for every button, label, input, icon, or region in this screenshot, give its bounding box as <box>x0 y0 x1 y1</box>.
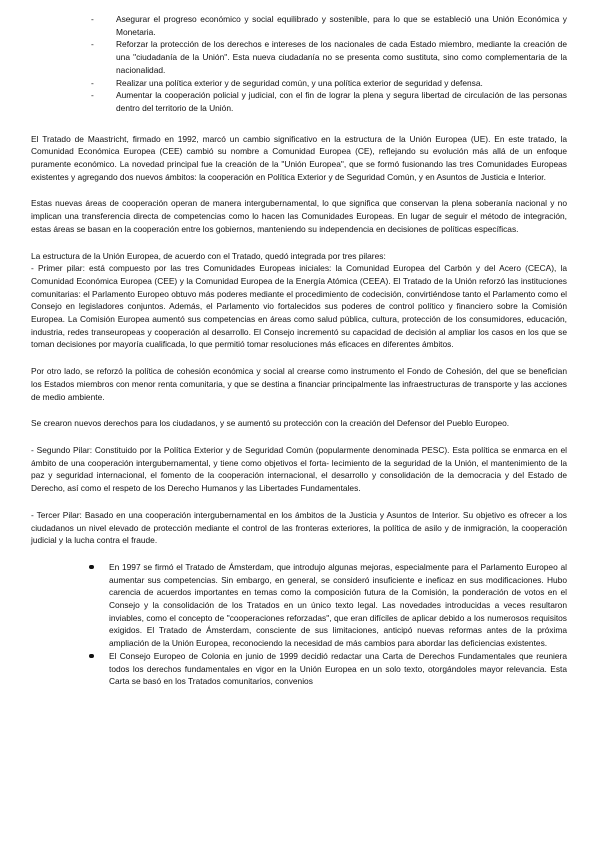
list-item: - Reforzar la protección de los derechos e intereses de los nacionales de cada Estado miembro, mediante la creación de una "ciudadanía de la Unión". Esta nueva ciudadanía no se presenta como sustituta, sino como complementaria de la nacionalidad. <box>116 38 567 76</box>
paragraph-structure-intro: La estructura de la Unión Europea, de acuerdo con el Tratado, quedó integrada por tres pilares: <box>31 250 386 261</box>
paragraph-cohesion: Por otro lado, se reforzó la política de cohesión económica y social al crearse como instrumento el Fondo de Cohesión, del que se benefician los Estados miembros con menor renta comunitaria, y que se destina a financiar principalmente las infraestructuras de transporte y las acciones de medio ambiente. <box>31 366 567 402</box>
paragraph-third-pillar: - Tercer Pilar: Basado en una cooperación intergubernamental en los ámbitos de la Justicia y Asuntos de Interior. Su objetivo es ofrecer a los ciudadanos un nivel elevado de protección mediante el control de las fronteras exteriores, la política de asilo y de inmigración, la cooperación judicial y la lucha contra el fraude. <box>31 509 567 546</box>
treaty-bullet-list <box>31 561 567 688</box>
objectives-list <box>31 13 567 115</box>
list-item: - Realizar una política exterior y de seguridad común, y una política exterior de seguridad y defensa. <box>116 77 567 90</box>
paragraph-intergovernmental: Estas nuevas áreas de cooperación operan de manera intergubernamental, lo que significa que conservan la plena soberanía nacional y no implican una transferencia directa de competencias como lo hacen las Comunidades Europeas. En lugar de seguir el método de integración, estas áreas se basan en la cooperación entre los gobiernos, manteniendo su independencia en decisiones de políticas específicas. <box>31 198 567 234</box>
paragraph-maastricht: El Tratado de Maastricht, firmado en 1992, marcó un cambio significativo en la estructura de la Unión Europea (UE). En este tratado, la Comunidad Económica Europea (CEE) cambió su nombre a Comunidad Europea (CE), reflejando su evolución más allá de un enfoque puramente económico. La novedad principal fue la creación de la "Unión Europea", que se formó fusionando las tres Comunidades Europeas existentes y agregando dos nuevos ámbitos: la cooperación en Política Exterior y de Seguridad Común, y en Asuntos de Justicia e Interior. <box>31 133 567 182</box>
list-item: El Consejo Europeo de Colonia en junio de 1999 decidió redactar una Carta de Derechos Fundamentales que reuniera todos los derechos fundamentales en vigor en la Unión Europea en un solo texto, otorgándoles mayor relevancia. Esta Carta se basó en los Tratados comunitarios, convenios <box>109 650 567 687</box>
paragraph-first-pillar: - Primer pilar: está compuesto por las tres Comunidades Europeas iniciales: la Comunidad Europea del Carbón y del Acero (CECA), la Comunidad Económica Europea (CEE) y la Comunidad Europea de la Energía Atómica (CEEA). El Tratado de la Unión reforzó las instituciones comunitarias: el Parlamento Europeo obtuvo más poderes mediante el procedimiento de codecisión, convirtiéndose tanto el Parlamento como el Consejo en legisladores conjuntos. Además, el Parlamento vio fortalecidos sus poderes de control político y financiero sobre la Comisión Europea. La Comisión Europea aumentó sus competencias en áreas como salud pública, cultura, protección de los consumidores, educación, industria, redes transeuropeas y cooperación al desarrollo. El Consejo incrementó su capacidad de decisión al ampliar los casos en los que se toman decisiones por mayoría cualificada, lo que permitió tomar resoluciones más eficaces en diferentes ámbitos. <box>31 263 567 350</box>
paragraph-second-pillar: - Segundo Pilar: Constituido por la Política Exterior y de Seguridad Común (popularmente denominada PESC). Esta política se enmarca en el ámbito de una cooperación intergubernamental, y tiene como objetivos el forta- lecimiento de la seguridad de la Unión, el mantenimiento de la paz y seguridad internacional, el fomento de la cooperación internacional, el desarrollo y consolidación de la democracia y del Estado de Derecho, así como el respeto de los Derecho Humanos y las Libertades Fundamentales. <box>31 444 567 494</box>
paragraph-citizen-rights: Se crearon nuevos derechos para los ciudadanos, y se aumentó su protección con la creación del Defensor del Pueblo Europeo. <box>31 418 510 429</box>
list-item: En 1997 se firmó el Tratado de Ámsterdam, que introdujo algunas mejoras, especialmente para el Parlamento Europeo al aumentar sus competencias. Sin embargo, en general, se consideró insuficiente e ineficaz en sus modificaciones. Hubo carencia de acuerdos importantes en temas como la composición futura de la Comisión, la ponderación de votos en el Consejo y la consolidación de los Tratados en un único texto legal. Las novedades introducidas a veces resultaron inviables, como el concepto de "cooperaciones reforzadas", que eran difíciles de aplicar debido a los numerosos requisitos exigidos. El Tratado de Ámsterdam, consciente de sus limitaciones, anticipó nuevas reformas antes de la próxima ampliación de la Unión Europea, reconociendo la necesidad de más cambios para abordar las deficiencias existentes. <box>109 561 567 649</box>
list-item: - Asegurar el progreso económico y social equilibrado y sostenible, para lo que se estableció una Unión Económica y Monetaria. <box>116 13 567 38</box>
list-item: - Aumentar la cooperación policial y judicial, con el fin de lograr la plena y segura libertad de circulación de las personas dentro del territorio de la Unión. <box>116 89 567 114</box>
